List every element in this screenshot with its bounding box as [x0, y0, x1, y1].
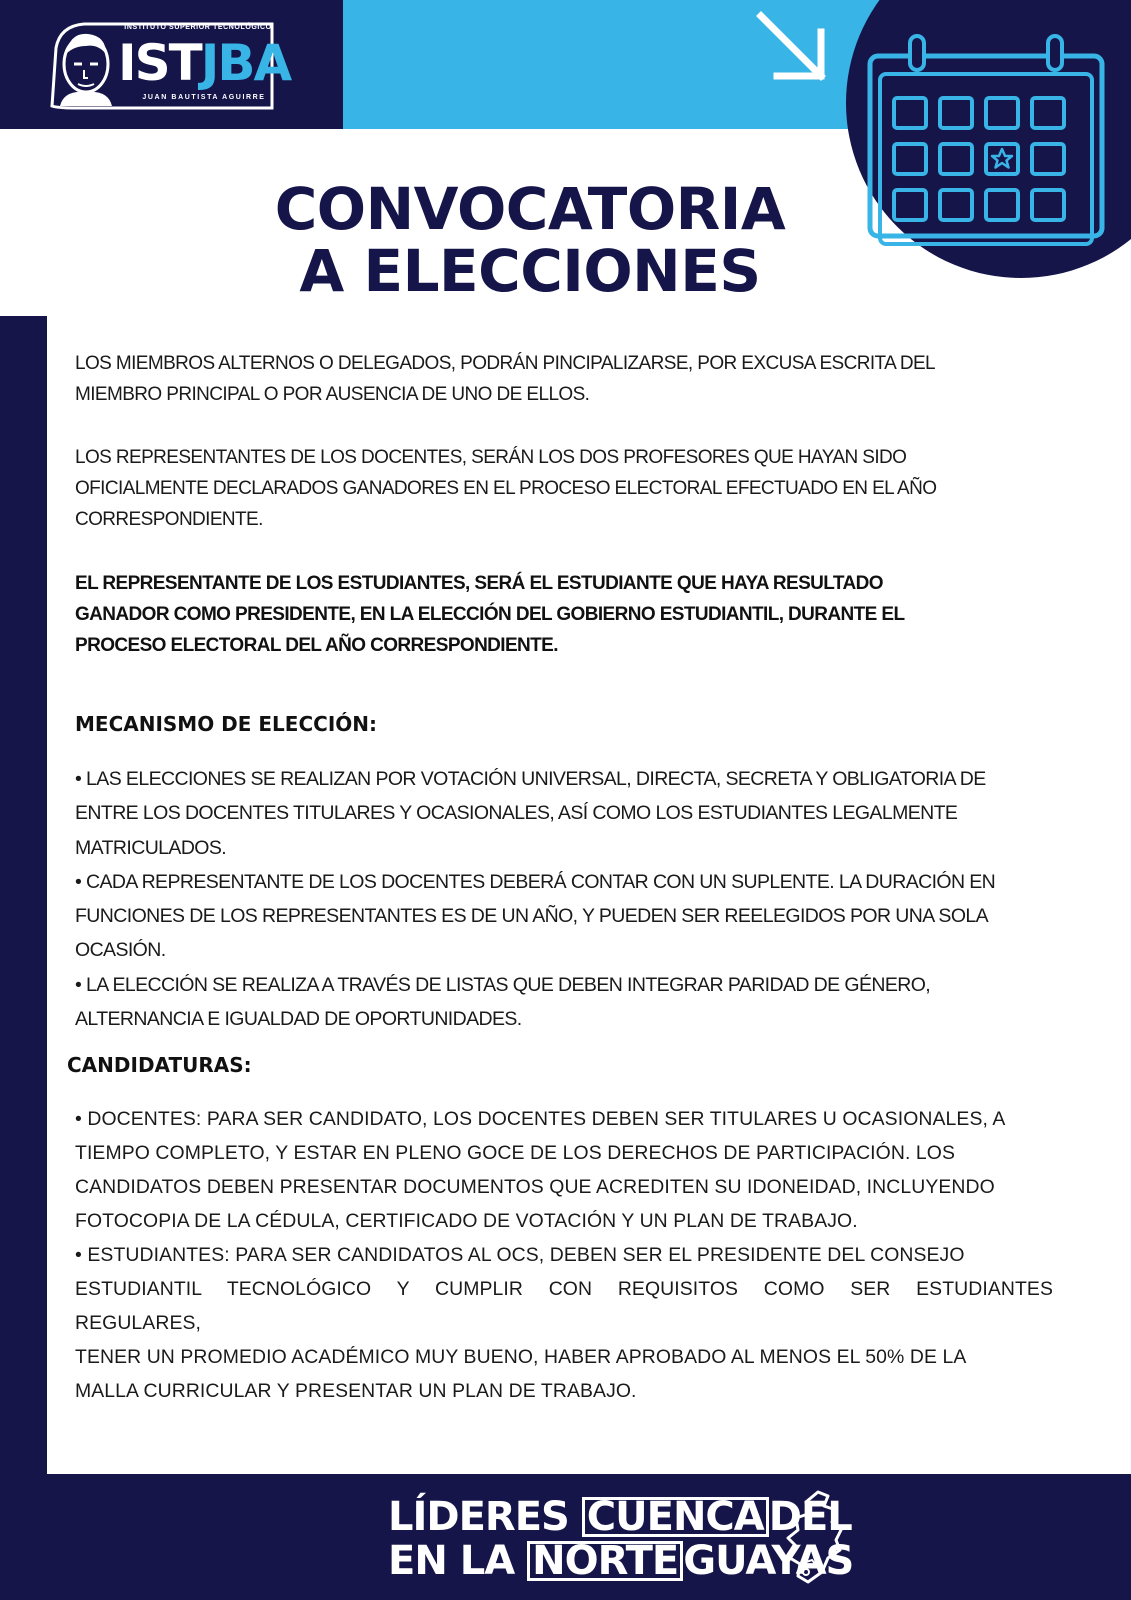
mecanismo-list — [75, 762, 1055, 1036]
list-item: • DOCENTES: PARA SER CANDIDATO, LOS DOCENTES DEBEN SER TITULARES U OCASIONALES, A — [75, 1108, 1006, 1130]
page-title — [230, 175, 830, 305]
list-item: TENER UN PROMEDIO ACADÉMICO MUY BUENO, HABER APROBADO AL MENOS EL 50% DE LA — [75, 1346, 967, 1368]
title-line-1: CONVOCATORIA — [274, 175, 786, 243]
text-line: PROCESO ELECTORAL DEL AÑO CORRESPONDIENTE. — [75, 635, 558, 656]
text-line: LOS MIEMBROS ALTERNOS O DELEGADOS, PODRÁN PINCIPALIZARSE, POR EXCUSA ESCRITA DEL — [75, 353, 936, 374]
arrow-down-right-icon — [755, 10, 831, 86]
list-item: ENTRE LOS DOCENTES TITULARES Y OCASIONALES, ASÍ COMO LOS ESTUDIANTES LEGALMENTE — [75, 802, 958, 825]
list-item: • LA ELECCIÓN SE REALIZA A TRAVÉS DE LISTAS QUE DEBEN INTEGRAR PARIDAD DE GÉNERO, — [75, 973, 931, 996]
text-line: MIEMBRO PRINCIPAL O POR AUSENCIA DE UNO DE ELLOS. — [75, 384, 590, 405]
list-item: MATRICULADOS. — [75, 836, 227, 859]
brand-word: GUAYAS — [683, 1538, 854, 1584]
brand-word: DEL — [768, 1494, 852, 1540]
calendar-star-icon — [866, 34, 1106, 249]
paragraph-estudiantes — [75, 568, 1055, 661]
list-item: CANDIDATOS DEBEN PRESENTAR DOCUMENTOS QUE ACREDITEN SU IDONEIDAD, INCLUYENDO — [75, 1176, 995, 1198]
text-line: EL REPRESENTANTE DE LOS ESTUDIANTES, SERÁ EL ESTUDIANTE QUE HAYA RESULTADO — [75, 573, 883, 594]
logo-wordmark — [118, 34, 290, 92]
paragraph-alternos — [75, 348, 1055, 410]
institute-logo — [50, 20, 291, 110]
list-item: FUNCIONES DE LOS REPRESENTANTES ES DE UN AÑO, Y PUEDEN SER REELEGIDOS POR UNA SOLA — [75, 905, 989, 928]
list-item: • CADA REPRESENTANTE DE LOS DOCENTES DEBERÁ CONTAR CON UN SUPLENTE. LA DURACIÓN EN — [75, 870, 996, 893]
candidaturas-heading: CANDIDATURAS: — [67, 1053, 252, 1077]
brand-word: EN — [388, 1538, 447, 1584]
list-item: • LAS ELECCIONES SE REALIZAN POR VOTACIÓN UNIVERSAL, DIRECTA, SECRETA Y OBLIGATORIA DE — [75, 768, 986, 790]
list-item: TIEMPO COMPLETO, Y ESTAR EN PLENO GOCE DE LOS DERECHOS DE PARTICIPACIÓN. LOS — [75, 1142, 956, 1164]
brand-word-boxed: NORTE — [527, 1541, 683, 1581]
brand-word-boxed: CUENCA — [582, 1497, 769, 1537]
brand-word: LÍDERES — [388, 1494, 569, 1540]
logo-bottom-text: JUAN BAUTISTA AGUIRRE — [142, 94, 266, 101]
list-item: ALTERNANCIA E IGUALDAD DE OPORTUNIDADES. — [75, 1008, 522, 1031]
list-item: MALLA CURRICULAR Y PRESENTAR UN PLAN DE TRABAJO. — [75, 1380, 637, 1402]
list-item: OCASIÓN. — [75, 939, 166, 962]
logo-jba: JBA — [200, 34, 291, 92]
list-item: FOTOCOPIA DE LA CÉDULA, CERTIFICADO DE VOTACIÓN Y UN PLAN DE TRABAJO. — [75, 1210, 858, 1232]
guayas-map-icon — [778, 1488, 850, 1588]
text-line: GANADOR COMO PRESIDENTE, EN LA ELECCIÓN DEL GOBIERNO ESTUDIANTIL, DURANTE EL — [75, 604, 905, 625]
text-line: OFICIALMENTE DECLARADOS GANADORES EN EL PROCESO ELECTORAL EFECTUADO EN EL AÑO — [75, 478, 937, 499]
list-item: REGULARES, — [75, 1312, 201, 1334]
list-item: • ESTUDIANTES: PARA SER CANDIDATOS AL OCS, DEBEN SER EL PRESIDENTE DEL CONSEJO — [75, 1244, 965, 1266]
candidaturas-list — [75, 1102, 1053, 1408]
mecanismo-heading: MECANISMO DE ELECCIÓN: — [75, 712, 378, 736]
logo-top-text: INSTITUTO SUPERIOR TECNOLÓGICO — [124, 24, 272, 31]
text-line: LOS REPRESENTANTES DE LOS DOCENTES, SERÁN LOS DOS PROFESORES QUE HAYAN SIDO — [75, 447, 907, 468]
brand-word: LA — [459, 1538, 515, 1584]
paragraph-docentes — [75, 442, 1055, 535]
title-line-2: A ELECCIONES — [299, 237, 761, 305]
left-accent-bar — [0, 316, 47, 1600]
text-line: CORRESPONDIENTE. — [75, 509, 263, 530]
logo-ist: IST — [118, 34, 201, 92]
list-item: ESTUDIANTIL TECNOLÓGICO Y CUMPLIR CON REQUISITOS COMO SER ESTUDIANTES — [75, 1278, 1053, 1300]
